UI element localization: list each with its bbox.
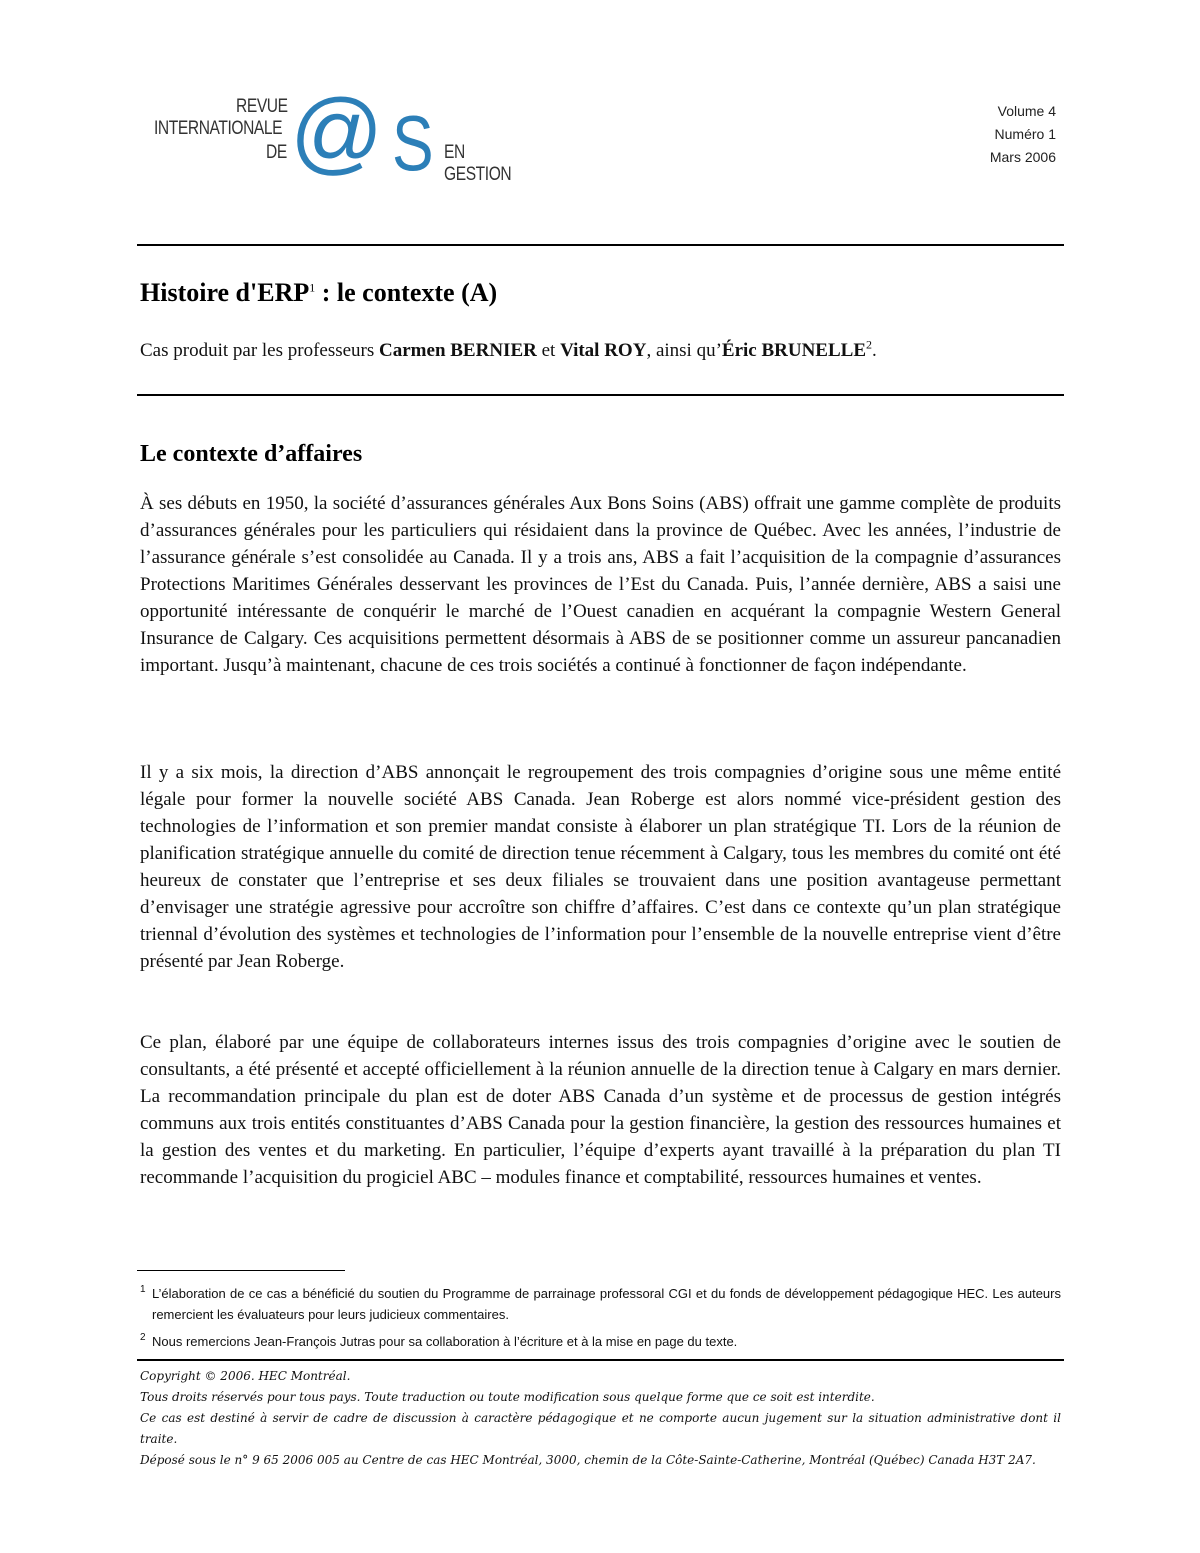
footnote-divider bbox=[137, 1270, 345, 1271]
byline bbox=[140, 337, 877, 362]
issue-info bbox=[990, 100, 1056, 169]
title-rest: : le contexte (A) bbox=[315, 278, 498, 307]
logo-text-revue: REVUE bbox=[236, 96, 288, 117]
document-title bbox=[140, 278, 497, 308]
byline-intro: Cas produit par les professeurs bbox=[140, 340, 380, 361]
rights-line: Tous droits réservés pour tous pays. Toute traduction ou toute modification sous quelque forme que ce soit est interdite. bbox=[140, 1390, 875, 1404]
paragraph-3: Ce plan, élaboré par une équipe de collaborateurs internes issus des trois compagnies d’origine avec le soutien de consultants, a été présenté et accepté officiellement à la réunion annuelle de la direction tenue à Calgary en mars dernier. La recommandation principale du plan est de doter ABS Canada d’un système et de processus de gestion intégrés communs aux trois entités constituantes d’ABS Canada pour la gestion financière, la gestion des ressources humaines et la gestion des ventes et du marketing. En particulier, l’équipe d’experts ayant travaillé à la préparation du plan TI recommande l’acquisition du progiciel ABC – modules finance et comptabilité, ressources humaines et ventes. bbox=[140, 1032, 1061, 1188]
logo-s-letter: S bbox=[392, 99, 434, 187]
journal-logo bbox=[150, 81, 530, 192]
divider-mid bbox=[137, 394, 1064, 396]
logo-text-en-gestion: EN GESTION bbox=[444, 142, 512, 185]
divider-copyright bbox=[137, 1359, 1064, 1361]
paragraph-1: À ses débuts en 1950, la société d’assurances générales Aux Bons Soins (ABS) offrait une gamme complète de produits d’assurances générales pour les particuliers qui résidaient dans la province de Québec. Avec les années, l’industrie de l’assurance générale s’est consolidée au Canada. Il y a trois ans, ABS a fait l’acquisition de la compagnie d’assurances Protections Maritimes Générales desservant les provinces de l’Est du Canada. Puis, l’année dernière, ABS a saisi une opportunité intéressante de conquérir le marché de l’Ouest canadien en acquérant la compagnie Western General Insurance de Calgary. Ces acquisitions permettent désormais à ABS de se positionner comme un assureur pancanadien important. Jusqu’à maintenant, chacune de ces trois sociétés a continué à fonctionner de façon indépendante. bbox=[140, 493, 1061, 676]
issue-number: Numéro 1 bbox=[994, 126, 1056, 142]
footnotes bbox=[140, 1283, 1061, 1358]
deposit-line: Déposé sous le n° 9 65 2006 005 au Centre de cas HEC Montréal, 3000, chemin de la Côte-Sainte-Catherine, Montréal (Québec) Canada H3T 2A7. bbox=[140, 1453, 1036, 1467]
copyright-line: Copyright © 2006. HEC Montréal. bbox=[140, 1369, 351, 1383]
purpose-line: Ce cas est destiné à servir de cadre de discussion à caractère pédagogique et ne comporte aucun jugement sur la situation administrative dont il traite. bbox=[140, 1411, 1061, 1446]
title-footnote-ref: 1 bbox=[309, 280, 316, 295]
footnote-1 bbox=[140, 1283, 1061, 1325]
logo-text-de: DE bbox=[266, 142, 287, 163]
byline-footnote-ref: 2 bbox=[866, 337, 873, 352]
title-main: Histoire d'ERP bbox=[140, 278, 310, 307]
logo-text-internationale: INTERNATIONALE bbox=[154, 118, 283, 139]
paragraph-2: Il y a six mois, la direction d’ABS annonçait le regroupement des trois compagnies d’origine sous une même entité légale pour former la nouvelle société ABS Canada. Jean Roberge est alors nommé vice-président gestion des technologies de l’information et son premier mandat consiste à élaborer un plan stratégique TI. Lors de la réunion de planification stratégique annuelle du comité de direction tenue récemment à Calgary, tous les membres du comité ont été heureux de constater que l’entreprise et ses deux filiales se trouvaient dans une position avantageuse permettant d’envisager une stratégie agressive pour accroître son chiffre d’affaires. C’est dans ce contexte qu’un plan stratégique triennal d’évolution des systèmes et technologies de l’information pour l’ensemble de la nouvelle entreprise vient d’être présenté par Jean Roberge. bbox=[140, 762, 1061, 972]
section-heading: Le contexte d’affaires bbox=[140, 441, 363, 467]
byline-end: . bbox=[872, 340, 877, 361]
logo-at-symbol: @ bbox=[290, 81, 384, 183]
author-brunelle: Éric BRUNELLE bbox=[721, 340, 867, 361]
byline-and: et bbox=[536, 340, 561, 361]
issue-date: Mars 2006 bbox=[989, 149, 1056, 165]
divider-top bbox=[137, 244, 1064, 246]
footnote-mark: 2 bbox=[140, 1332, 146, 1343]
author-roy: Vital ROY bbox=[560, 340, 647, 361]
byline-ainsi: , ainsi qu’ bbox=[646, 340, 722, 361]
footnote-2 bbox=[140, 1331, 1061, 1352]
copyright-notice bbox=[140, 1366, 1061, 1471]
footnote-text: L’élaboration de ce cas a bénéficié du soutien du Programme de parrainage professoral CGI et du fonds de développement pédagogique HEC. Les auteurs remercient les évaluateurs pour leurs judicieux commentaires. bbox=[152, 1286, 1061, 1322]
author-bernier: Carmen BERNIER bbox=[379, 340, 537, 361]
footnote-text: Nous remercions Jean-François Jutras pour sa collaboration à l’écriture et à la mise en page du texte. bbox=[152, 1334, 738, 1349]
footnote-mark: 1 bbox=[140, 1284, 146, 1295]
issue-volume: Volume 4 bbox=[997, 103, 1056, 119]
